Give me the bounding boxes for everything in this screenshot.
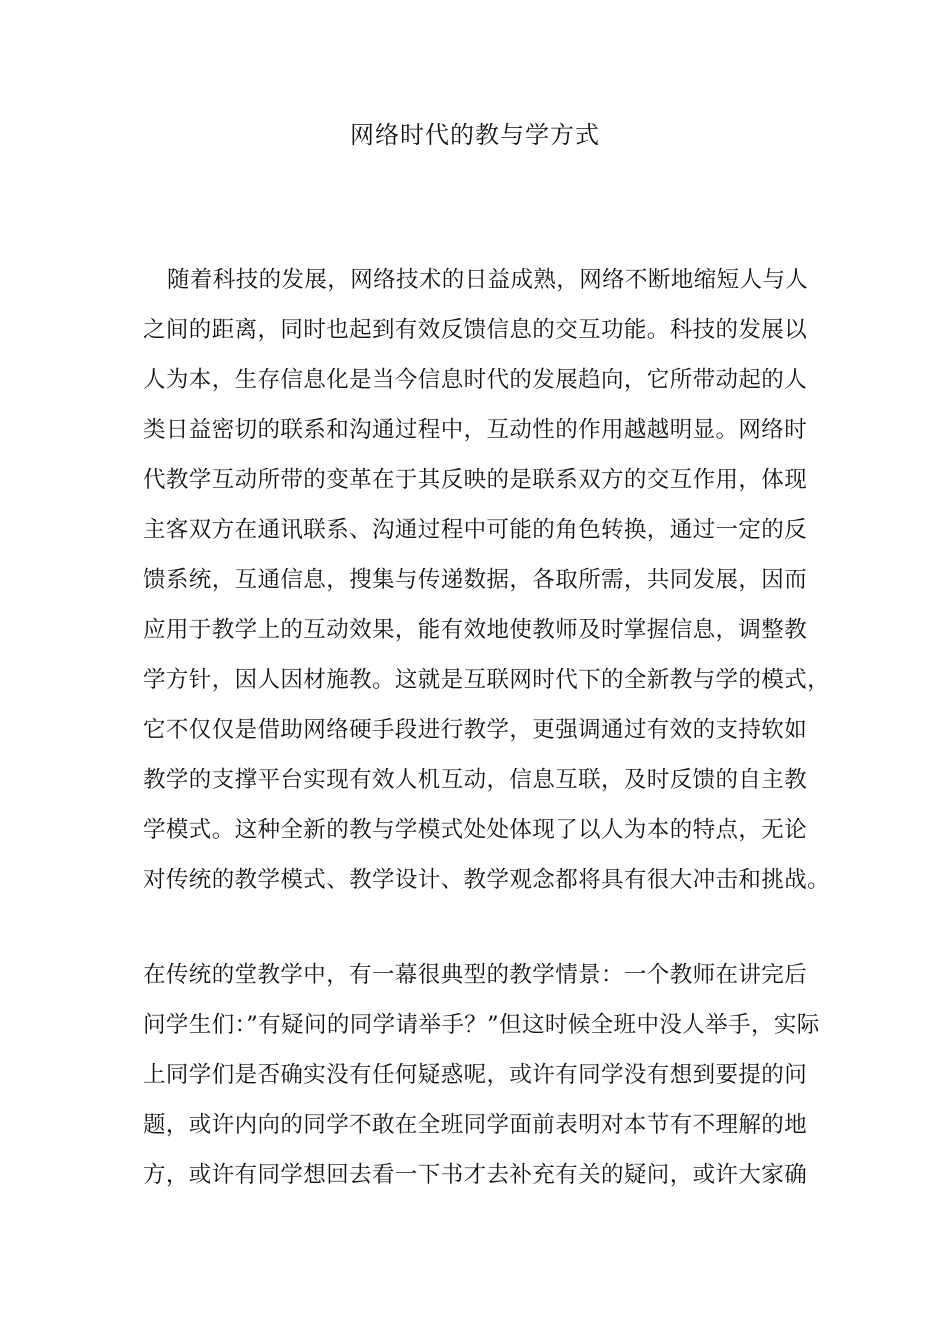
text-line: 方，或许有同学想回去看一下书才去补充有关的疑问，或许大家确 <box>143 1162 808 1188</box>
text-line: 学方针，因人因材施教。这就是互联网时代下的全新教与学的模式， <box>143 667 831 693</box>
text-line: 之间的距离，同时也起到有效反馈信息的交互功能。科技的发展以 <box>143 317 808 343</box>
text-line: 对传统的教学模式、教学设计、教学观念都将具有很大冲击和挑战。 <box>143 867 831 893</box>
text-line: 问学生们：”有疑问的同学请举手？”但这时候全班中没人举手，实际 <box>143 1012 820 1038</box>
text-line: 学模式。这种全新的教与学模式处处体现了以人为本的特点，无论 <box>143 817 808 843</box>
text-line: 教学的支撑平台实现有效人机互动，信息互联，及时反馈的自主教 <box>143 767 808 793</box>
text-line: 馈系统，互通信息，搜集与传递数据，各取所需，共同发展，因而 <box>143 567 808 593</box>
paragraph-1 <box>143 255 831 905</box>
document-title: 网络时代的教与学方式 <box>350 121 600 149</box>
text-line: 代教学互动所带的变革在于其反映的是联系双方的交互作用，体现 <box>143 467 808 493</box>
text-line: 主客双方在通讯联系、沟通过程中可能的角色转换，通过一定的反 <box>143 517 808 543</box>
text-line: 应用于教学上的互动效果，能有效地使教师及时掌握信息，调整教 <box>143 617 808 643</box>
paragraph-2 <box>143 950 820 1200</box>
text-line: 人为本，生存信息化是当今信息时代的发展趋向，它所带动起的人 <box>143 367 808 393</box>
text-line: 在传统的堂教学中，有一幕很典型的教学情景：一个教师在讲完后 <box>143 962 808 988</box>
text-line: 随着科技的发展，网络技术的日益成熟，网络不断地缩短人与人 <box>167 267 809 293</box>
text-line: 它不仅仅是借助网络硬手段进行教学，更强调通过有效的支持软如 <box>143 717 808 743</box>
text-line: 题，或许内向的同学不敢在全班同学面前表明对本节有不理解的地 <box>143 1112 808 1138</box>
text-line: 上同学们是否确实没有任何疑惑呢，或许有同学没有想到要提的问 <box>143 1062 808 1088</box>
text-line: 类日益密切的联系和沟通过程中，互动性的作用越越明显。网络时 <box>143 417 808 443</box>
